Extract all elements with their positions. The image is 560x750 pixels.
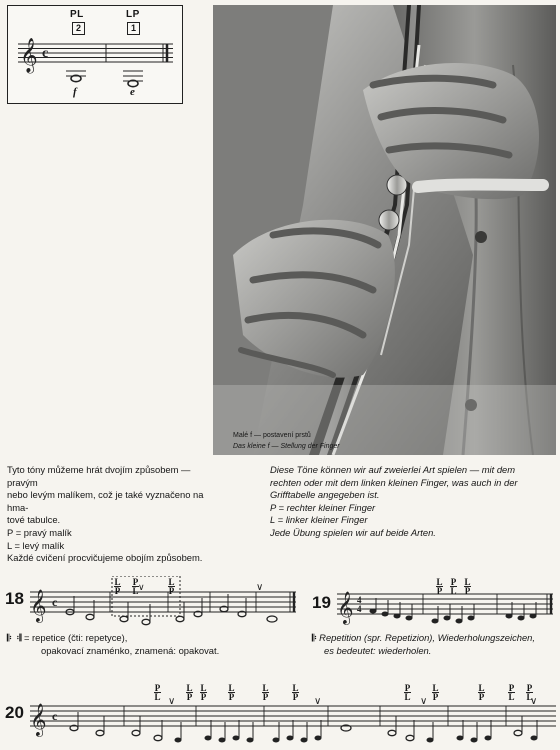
svg-text:∨: ∨: [530, 696, 538, 707]
svg-text:4: 4: [357, 604, 362, 614]
repeat-line-2-cz: opakovací znaménko, znamená: opakovat.: [41, 645, 220, 656]
left-finger-label: LP: [126, 9, 140, 20]
svg-text:∨: ∨: [138, 582, 145, 592]
svg-text:∨: ∨: [168, 696, 176, 707]
czech-line-2: nebo levým malíkem, což je také vyznačeno na hma-: [7, 489, 204, 513]
exercise-18-fingering-1: L P: [114, 577, 121, 596]
german-line-3: Grifftabelle angegeben ist.: [270, 489, 380, 501]
czech-line-4: P = pravý malík: [7, 526, 72, 538]
photo-caption-de: Das kleine f — Stellung der Finger: [233, 443, 340, 450]
repeat-line-2-de: es bedeutet: wiederholen.: [324, 645, 432, 656]
german-line-1: Diese Töne können wir auf zweierlei Art spielen — mit dem: [270, 464, 516, 475]
note-label-f: f: [73, 86, 77, 98]
svg-text:𝄞: 𝄞: [30, 589, 47, 622]
repeat-explanation-de: [312, 631, 558, 657]
right-finger-number: 2: [72, 22, 85, 35]
exercise-20-fingering-8: L P: [432, 683, 439, 702]
exercise-20-fingering-9: L P: [478, 683, 485, 702]
svg-text:4: 4: [357, 595, 362, 605]
german-line-5: L = linker kleiner Finger: [270, 514, 368, 526]
svg-text:∨: ∨: [314, 696, 322, 707]
czech-line-1: Tyto tóny můžeme hrát dvojím způsobem — pravým: [7, 464, 191, 488]
clarinet-photo-illustration: [213, 5, 556, 455]
exercise-20-fingering-1: P L: [154, 683, 161, 702]
repeat-sign-icon: 𝄆 𝄇: [7, 632, 22, 643]
left-finger-number: 1: [127, 22, 140, 35]
right-finger-label: PL: [70, 9, 84, 20]
repeat-line-1-cz: = repetice (čti: repetyce),: [23, 632, 128, 643]
exercise-20-fingering-11: P L: [526, 683, 533, 702]
exercise-20-fingering-4: L P: [228, 683, 235, 702]
note-label-e: e: [130, 86, 135, 98]
exercise-19-fingering-3: L P: [464, 577, 471, 596]
exercise-20-number: 20: [5, 703, 24, 722]
exercise-19-number: 19: [312, 593, 331, 612]
exercise-19-staff: [335, 578, 557, 626]
svg-text:c: c: [52, 709, 58, 723]
exercise-20-fingering-6: L P: [292, 683, 299, 702]
svg-text:c: c: [52, 595, 58, 609]
clarinet-hands-photo: [213, 5, 556, 455]
exercise-20-fingering-7: P L: [404, 683, 411, 702]
svg-text:𝄞: 𝄞: [20, 38, 38, 73]
exercise-18-staff: [28, 576, 300, 626]
repeat-line-1-de: Repetition (spr. Repetizion), Wiederholungszeichen,: [319, 632, 535, 643]
fingering-chart-box: [7, 5, 183, 104]
german-explanation: [270, 464, 558, 540]
exercise-20-fingering-3: L P: [200, 683, 207, 702]
photo-caption-cz: Malé f — postavení prstů: [233, 432, 311, 439]
czech-line-6: Každé cvičení procvičujeme obojím způsobem.: [7, 552, 203, 564]
exercise-19-fingering-2: P L: [450, 577, 457, 596]
svg-text:∨: ∨: [256, 582, 264, 593]
repeat-sign-icon-de: 𝄆: [312, 632, 317, 643]
german-line-2: rechten oder mit dem linken kleinen Finger, was auch in der: [270, 476, 518, 488]
exercise-20-fingering-5: L P: [262, 683, 269, 702]
czech-explanation: [7, 464, 222, 565]
czech-line-5: L = levý malík: [7, 539, 65, 551]
exercise-18-fingering-3: L P: [168, 577, 175, 596]
exercise-19-fingering-1: L P: [436, 577, 443, 596]
svg-text:𝄞: 𝄞: [30, 703, 47, 736]
exercise-20-fingering-2: L P: [186, 683, 193, 702]
svg-text:∨: ∨: [420, 696, 428, 707]
exercise-18-fingering-2: P L: [132, 577, 139, 596]
exercise-20-fingering-10: P L: [508, 683, 515, 702]
german-line-4: P = rechter kleiner Finger: [270, 501, 376, 513]
svg-text:c: c: [42, 46, 49, 61]
fingering-staff: [8, 6, 184, 105]
german-line-6: Jede Übung spielen wir auf beide Arten.: [270, 526, 436, 538]
svg-text:𝄞: 𝄞: [337, 591, 354, 624]
repeat-explanation-cz: [7, 631, 297, 657]
exercise-18-number: 18: [5, 589, 24, 608]
czech-line-3: tové tabulce.: [7, 514, 61, 526]
